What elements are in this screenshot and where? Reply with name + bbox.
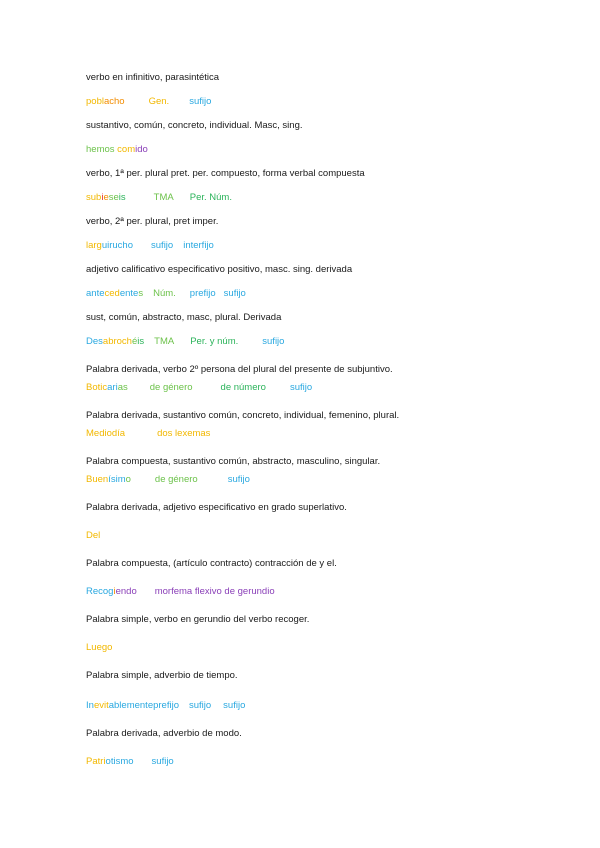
morpheme-segment: acho: [103, 96, 125, 107]
morpheme-segment: pobl: [86, 96, 104, 107]
description-line: verbo, 1ª per. plural pret. per. compuesto, forma verbal compuesta: [86, 168, 365, 179]
morpheme-segment: ísim: [108, 474, 126, 485]
morpheme-segment: sufijo: [189, 96, 212, 107]
morpheme-segment: Luego: [86, 642, 113, 653]
morpheme-line: [86, 756, 174, 768]
morpheme-segment: sub: [86, 192, 102, 203]
morpheme-line: [86, 288, 246, 300]
morpheme-segment: Des: [86, 336, 103, 347]
morpheme-segment: Recog: [86, 586, 114, 597]
morpheme-segment: sufijo: [151, 240, 174, 251]
description-line: Palabra compuesta, sustantivo común, abstracto, masculino, singular.: [86, 456, 381, 467]
description-line: Palabra derivada, adjetivo especificativo en grado superlativo.: [86, 502, 347, 513]
morpheme-segment: otismo: [105, 756, 134, 767]
morpheme-segment: sufijo: [188, 700, 212, 711]
morpheme-line: [86, 144, 148, 156]
morpheme-segment: i: [113, 586, 116, 597]
morpheme-segment: prefijo: [153, 700, 179, 711]
morpheme-line: [86, 336, 284, 348]
morpheme-segment: Mediodía: [86, 428, 126, 439]
morpheme-segment: sufijo: [289, 382, 313, 393]
morpheme-segment: e: [103, 192, 109, 203]
morpheme-segment: ced: [104, 288, 120, 299]
morpheme-segment: de género: [154, 474, 198, 485]
morpheme-line: [86, 382, 312, 394]
morpheme-line: [86, 474, 250, 486]
morpheme-line: [86, 642, 112, 654]
morpheme-segment: In: [86, 700, 94, 711]
description-line: verbo en infinitivo, parasintética: [86, 72, 220, 83]
description-line: Palabra simple, verbo en gerundio del verbo recoger.: [86, 614, 310, 625]
morpheme-segment: is: [137, 336, 145, 347]
morpheme-segment: as: [117, 382, 128, 393]
morpheme-segment: is: [118, 192, 126, 203]
morpheme-segment: hemos: [86, 144, 118, 155]
morpheme-segment: larg: [86, 240, 102, 251]
morpheme-segment: ari: [107, 382, 118, 393]
morpheme-segment: Del: [86, 530, 101, 541]
morpheme-segment: é: [131, 336, 138, 347]
morpheme-segment: Núm.: [153, 288, 176, 299]
morpheme-segment: Patri: [86, 756, 106, 767]
morpheme-segment: sufijo: [262, 336, 285, 347]
morpheme-segment: Gen.: [148, 96, 170, 107]
morpheme-segment: sufijo: [223, 288, 246, 299]
morpheme-segment: morfema flexivo de gerundio: [154, 586, 275, 597]
morpheme-line: [86, 530, 100, 542]
description-line: verbo, 2ª per. plural, pret imper.: [86, 216, 219, 227]
morpheme-segment: o: [125, 474, 131, 485]
morpheme-segment: prefijo: [189, 288, 216, 299]
morpheme-segment: able: [108, 700, 127, 711]
morpheme-line: [86, 586, 275, 598]
description-line: sustantivo, común, concreto, individual. Masc, sing.: [86, 120, 303, 131]
description-line: Palabra derivada, verbo 2º persona del plural del presente de subjuntivo.: [86, 364, 393, 375]
morpheme-segment: com: [117, 144, 136, 155]
description-line: Palabra compuesta, (artículo contracto) contracción de y el.: [86, 558, 337, 569]
morpheme-segment: Per. y núm.: [190, 336, 239, 347]
morpheme-segment: TMA: [153, 192, 174, 203]
morpheme-segment: s: [138, 288, 144, 299]
morpheme-line: [86, 192, 232, 204]
morpheme-line: [86, 240, 214, 252]
morpheme-line: [86, 96, 211, 108]
morpheme-segment: evit: [93, 700, 109, 711]
description-line: adjetivo calificativo especificativo positivo, masc. sing. derivada: [86, 264, 353, 275]
morpheme-segment: Buen: [86, 474, 109, 485]
description-line: Palabra derivada, sustantivo común, concreto, individual, femenino, plural.: [86, 410, 400, 421]
morpheme-line: [86, 700, 245, 712]
morpheme-segment: Botic: [86, 382, 108, 393]
morpheme-segment: Per. Núm.: [189, 192, 232, 203]
morpheme-segment: sufijo: [223, 700, 246, 711]
morpheme-segment: ante: [86, 288, 105, 299]
morpheme-segment: se: [108, 192, 119, 203]
morpheme-line: [86, 428, 210, 440]
morpheme-segment: ido: [135, 144, 148, 155]
morpheme-segment: mente: [126, 700, 154, 711]
morpheme-segment: dos lexemas: [157, 428, 211, 439]
morpheme-segment: i: [101, 192, 104, 203]
morpheme-segment: ente: [119, 288, 139, 299]
morpheme-segment: de género: [149, 382, 193, 393]
description-line: Palabra simple, adverbio de tiempo.: [86, 670, 238, 681]
morpheme-segment: endo: [115, 586, 137, 597]
morpheme-segment: interfijo: [183, 240, 214, 251]
morpheme-segment: sufijo: [227, 474, 250, 485]
morpheme-segment: sufijo: [151, 756, 174, 767]
morpheme-segment: TMA: [154, 336, 175, 347]
morpheme-segment: de número: [220, 382, 266, 393]
morpheme-segment: uirucho: [101, 240, 134, 251]
description-line: sust, común, abstracto, masc, plural. Derivada: [86, 312, 282, 323]
description-line: Palabra derivada, adverbio de modo.: [86, 728, 242, 739]
morpheme-segment: abroch: [102, 336, 132, 347]
